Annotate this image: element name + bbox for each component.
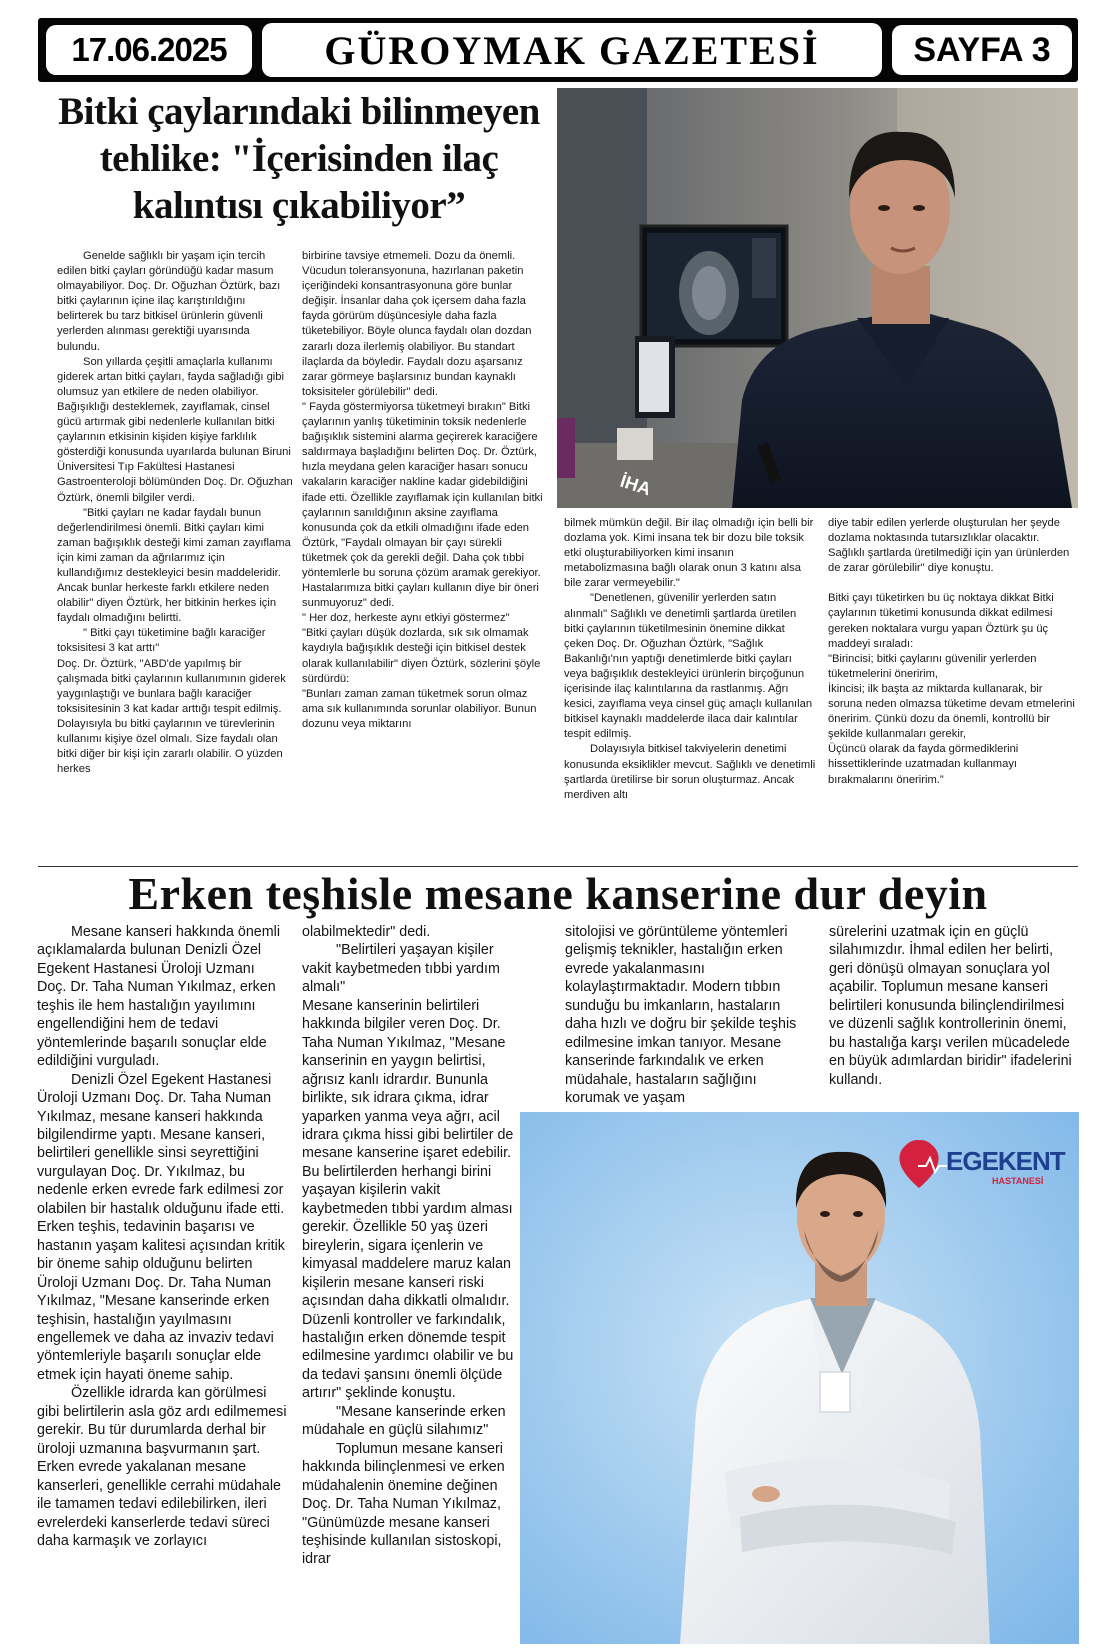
article2-column-3 xyxy=(565,923,815,1107)
paragraph: Toplumun mesane kanseri hakkında bilinçlenmesi ve erken müdahalenin önemine değinen Doç. Dr. Taha Numan Yıkılmaz, "Günümüzde mesane kanseri teşhisinde kullanılan sistoskopi, idrar xyxy=(302,1440,505,1568)
article1-column-1 xyxy=(57,249,293,861)
paragraph: sitolojisi ve görüntüleme yöntemleri gelişmiş teknikler, hastalığın erken evrede yakalanmasını kolaylaştırmaktadır. Modern tıbbın sunduğu bu imkanların, hastaların daha hızlı ve doğru bir şekilde teşhis edilmesine imkan tanıyor. Mesane kanserinde farkındalık ve erken müdahale, hastaların sağlığını korumak ve yaşam xyxy=(565,924,797,1107)
paragraph: sürelerini uzatmak için en güçlü silahımızdır. İhmal edilen her belirti, geri dönüşü olmayan sonuçlara yol açabilir. Toplumun mesane kanseri belirtileri konusunda bilinçlendirilmesi ve düzenli sağlık kontrollerinin önemi, bu hastalığa karşı verilen mücadelede en büyük adımlardan biridir" ifadelerini kullandı. xyxy=(829,924,1072,1088)
doctor-photo-illustration xyxy=(557,88,1078,508)
headline-line: Bitki çaylarındaki bilinmeyen xyxy=(58,90,540,133)
paragraph: Mesane kanserinin belirtileri hakkında bilgiler veren Doç. Dr. Taha Numan Yıkılmaz, "Mesane kanserinin en yaygın belirtisi, ağrısız kanlı idrardır. Bununla birlikte, sık idrara çıkma, idrar yaparken yanma veya ağrı, acil idrara çıkma hissi gibi belirtiler de mesane kanserine işaret edebilir. Bu belirtilerden herhangi birini yaşayan kişilerin vakit kaybetmeden tıbbi yardım alması gerekir. Özellikle 50 yaş üzeri bireylerin, sigara içenlerin ve kimyasal maddelere maruz kalan kişilerin mesane kanseri riski açısından daha dikkatli olmalıdır. Düzenli kontroller ve farkındalık, hastalığın erken dönemde tespit edilmesine yardımcı olabilir ve bu da tedavi şansını önemli ölçüde artırır" şeklinde konuştu. xyxy=(302,997,514,1402)
article1-photo xyxy=(557,88,1078,508)
headline-line: kalıntısı çıkabiliyor” xyxy=(132,184,466,227)
list-item: "Birincisi; bitki çaylarını güvenilir yerlerden tüketmelerini öneririm, xyxy=(828,652,1037,680)
list-item: Üçüncü olarak da fayda görmediklerini hissettiklerinde uzatmadan kullanmayı bırakmalarını öneririm.” xyxy=(828,743,1019,786)
paragraph: Son yıllarda çeşitli amaçlarla kullanımı giderek artan bitki çayları, fayda sağladığı gibi olumsuz yan etkilere de neden olabiliyor. Bağışıklığı desteklemek, zayıflamak, cinsel gücü artırmak gibi nedenlerle kullanılan bitki çaylarının etkisinin kişiden kişiye farklılık gösterdiği konusunda uyarılarda bulunan Biruni Üniversitesi Tıp Fakültesi Hastanesi Gastroenteroloji bölümünden Doç. Dr. Oğuzhan Öztürk, önemli bilgiler verdi. xyxy=(57,355,293,504)
subheading: " Her doz, herkeste aynı etkiyi göstermez" xyxy=(302,612,510,625)
paragraph: Genelde sağlıklı bir yaşam için tercih edilen bitki çayları göründüğü kadar masum olmayabiliyor. Doç. Dr. Oğuzhan Öztürk, bazı bitki çaylarının içine ilaç karıştırıldığını belirterek bu tarz bitkisel ürünlerin güvenli yerlerden alınması gerektiği uyarısında bulundu. xyxy=(57,250,281,353)
paragraph: "Bitki çayları ne kadar faydalı bunun değerlendirilmesi önemli. Bitki çayları kimi zaman bağışıklık desteği kimi zaman zayıflama için kimi zaman da ağrılarımız için kullandığımız destekleyici besin maddeleridir. Ancak bunlar herkeste farklı etkilere neden olabilir" diyen Öztürk, her bitkinin herkes için faydalı olmadığını belirtti. xyxy=(57,506,291,625)
article2-column-1 xyxy=(37,923,287,1648)
hospital-logo-subtext: HASTANESİ xyxy=(992,1176,1044,1186)
paragraph: Bitki çayı tüketirken bu üç noktaya dikkat Bitki çaylarının tüketimi konusunda dikkat edilmesi gereken noktalara vurgu yapan Öztürk şu üç maddeyi sıraladı: xyxy=(828,592,1054,650)
issue-date: 17.06.2025 xyxy=(46,25,252,75)
article2-column-2 xyxy=(302,923,524,1648)
list-item: İkincisi; ilk başta az miktarda kullanarak, bir soruna neden olmazsa tüketime devam etmelerini öneririm. Çünkü dozu da önemli, kontrollü bir şekilde kullanmaları gerekir, xyxy=(828,682,1075,741)
newspaper-name: GÜROYMAK GAZETESİ xyxy=(262,23,882,77)
masthead xyxy=(38,18,1078,82)
article1-column-2 xyxy=(302,249,548,861)
subheading: "Belirtileri yaşayan kişiler vakit kaybetmeden tıbbi yardım almalı" xyxy=(302,942,500,996)
paragraph: Doç. Dr. Öztürk, "ABD'de yapılmış bir çalışmada bitki çaylarının kullanımının giderek yaygınlaştığı ve bunlara bağlı karaciğer toksisitesinin 3 kat kadar arttığı tespit edilmiş. Dolayısıyla bu bitki çaylarının ve türevlerinin kullanımı kişiye özel olmalı. Size faydalı olan bitki diğer bir kişi için zararlı olabilir. O yüzden herkes xyxy=(57,657,286,776)
photo-watermark: İHA xyxy=(617,470,654,500)
page-number: SAYFA 3 xyxy=(892,25,1072,75)
paragraph: Denizli Özel Egekent Hastanesi Üroloji Uzmanı Doç. Dr. Taha Numan Yıkılmaz, mesane kanseri hakkında bilgilendirme yaptı. Mesane kanseri, belirtileri genellikle sinsi seyrettiğini vurgulayan Doç. Dr. Yıkılmaz, bu nedenle erken evrede fark edilmesi zor olabilen bir hastalık olduğunu ifade etti. Erken teşhis, tedavinin başarısı ve hastanın yaşam kalitesi açısından kritik bir öneme sahip olduğunu belirten Üroloji Uzmanı Doç. Dr. Taha Numan Yıkılmaz, "Mesane kanserinde erken teşhisin, hastalığın yayılmasını engellemek ve daha az invaziv tedavi yöntemleriyle başarılı sonuçlar elde etmek için hayati öneme sahip. xyxy=(37,1071,285,1383)
hospital-logo-text: EGEKENT xyxy=(946,1146,1065,1176)
article1-column-4 xyxy=(828,516,1078,862)
paragraph: Dolayısıyla bitkisel takviyelerin denetimi konusunda eksiklikler mevcut. Sağlıklı ve denetimli şartlarda üretilirse bir sorun oluşturmaz. Ancak merdiven altı xyxy=(564,743,816,801)
doctor-portrait-illustration xyxy=(520,1112,1079,1644)
article2-column-4 xyxy=(829,923,1079,1107)
subheading: " Bitki çayı tüketimine bağlı karaciğer toksisitesi 3 kat arttı" xyxy=(57,627,266,655)
paragraph: bilmek mümkün değil. Bir ilaç olmadığı için belli bir dozlama yok. Kimi insana tek bir dozu bile toksik etki oluşturabiliyorken kimi insanın metabolizmasına bağlı olarak onun 3 katını alsa bile zarar vermeyebilir." xyxy=(564,517,814,590)
paragraph: diye tabir edilen yerlerde oluşturulan her şeyde dozlama noktasında tutarsızlıklar olacaktır. Sağlıklı şartlarda üretilmediği için yan ürünlerden de zarar görülebilir" diye konuştu. xyxy=(828,517,1070,575)
article2-photo xyxy=(520,1112,1079,1644)
paragraph: Mesane kanseri hakkında önemli açıklamalarda bulunan Denizli Özel Egekent Hastanesi Üroloji Uzmanı Doç. Dr. Taha Numan Yıkılmaz, erken teşhis ile hem hastalığın yayılımını engellendiğini hem de tedavi yöntemlerinde başarılı sonuçlar elde edildiğini vurguladı. xyxy=(37,924,281,1070)
paragraph: Özellikle idrarda kan görülmesi gibi belirtilerin asla göz ardı edilmemesi gerekir. Bu tür durumlarda derhal bir üroloji uzmanına başvurmanın şart. Erken evrede yakalanan mesane kanserleri, genellikle cerrahi müdahale ile tamamen tedavi edilebilirken, ileri evrelerdeki kanserlerde tedavi süreci daha karmaşık ve zorlayıcı xyxy=(37,1385,287,1549)
subheading: "Mesane kanserinde erken müdahale en güçlü silahımız" xyxy=(302,1403,506,1439)
paragraph: "Denetlenen, güvenilir yerlerden satın alınmalı" Sağlıklı ve denetimli şartlarda üretilen bitki çaylarının tüketilmesinin önemine dikkat çeken Doç. Dr. Oğuzhan Öztürk, "Sağlık Bakanlığı'nın yaptığı denetimlerde bitki çayları veya bağışıklık destekleyici ürünlerin birçoğunun içerisinde ilaç kalıntılarına da rastlanmış. Ağrı kesici, zayıflama veya cinsel güç amaçlı kullanılan bitkisel kaynaklı maddelerde ilaca dair kalıntılar tespit edilmiş. xyxy=(564,592,813,741)
headline-line: tehlike: "İçerisinden ilaç xyxy=(99,137,499,180)
article1-column-3 xyxy=(564,516,817,862)
paragraph: " Fayda göstermiyorsa tüketmeyi bırakın" Bitki çaylarının yanlış tüketiminin toksik nedenlerle bağışıklık sistemini alarma geçirerek karaciğere saldırmaya başladığını belirten Doç. Dr. Öztürk, hızla meydana gelen karaciğer hasarı sonucu vakaların karaciğer nakline kadar gidebildiğini ifade etti. Özellikle zayıflamak için kullanılan bitki çaylarının sanıldığının aksine zayıflama konusunda çok da etkili olmadığını ifade eden Öztürk, "Faydalı olmayan bir çayı sürekli tüketmek çok da gerekli değil. Daha çok tıbbi yöntemlerle bu soruna çözüm aramak gerekiyor. Hastalarımıza bitki çayları kullanın diye bir öneri sunmuyoruz" dedi. xyxy=(302,400,543,610)
paragraph: "Bitki çayları düşük dozlarda, sık sık olmamak kaydıyla bağışıklık desteği için bitkisel destek olarak kullanılabilir" diyen Öztürk, sözlerini şöyle sürdürdü: xyxy=(302,627,541,685)
article2-headline: Erken teşhisle mesane kanserine dur deyin xyxy=(128,868,988,919)
paragraph: birbirine tavsiye etmemeli. Dozu da önemli. Vücudun toleransyonuna, hazırlanan paketin içeriğindeki konsantrasyonuna göre bunlar değişir. İnsanlar daha çok içersem daha fazla fayda görürüm düşüncesiyle daha fazla tüketebiliyor. Böyle olunca faydalı olan dozdan zararlı doza ilerlemiş olabiliyor. Bu standart ilaçlarda da böyledir. Faydalı dozu aşarsanız zarar görmeye başlarsınız bundan kaynaklı toksisiteler görülebilir" dedi. xyxy=(302,250,532,398)
article1-headline xyxy=(40,88,558,229)
paragraph: olabilmektedir" dedi. xyxy=(302,924,431,940)
paragraph: "Bunları zaman zaman tüketmek sorun olmaz ama sık kullanımında sorunlar olabiliyor. Bunun dozunu veya miktarını xyxy=(302,687,537,730)
